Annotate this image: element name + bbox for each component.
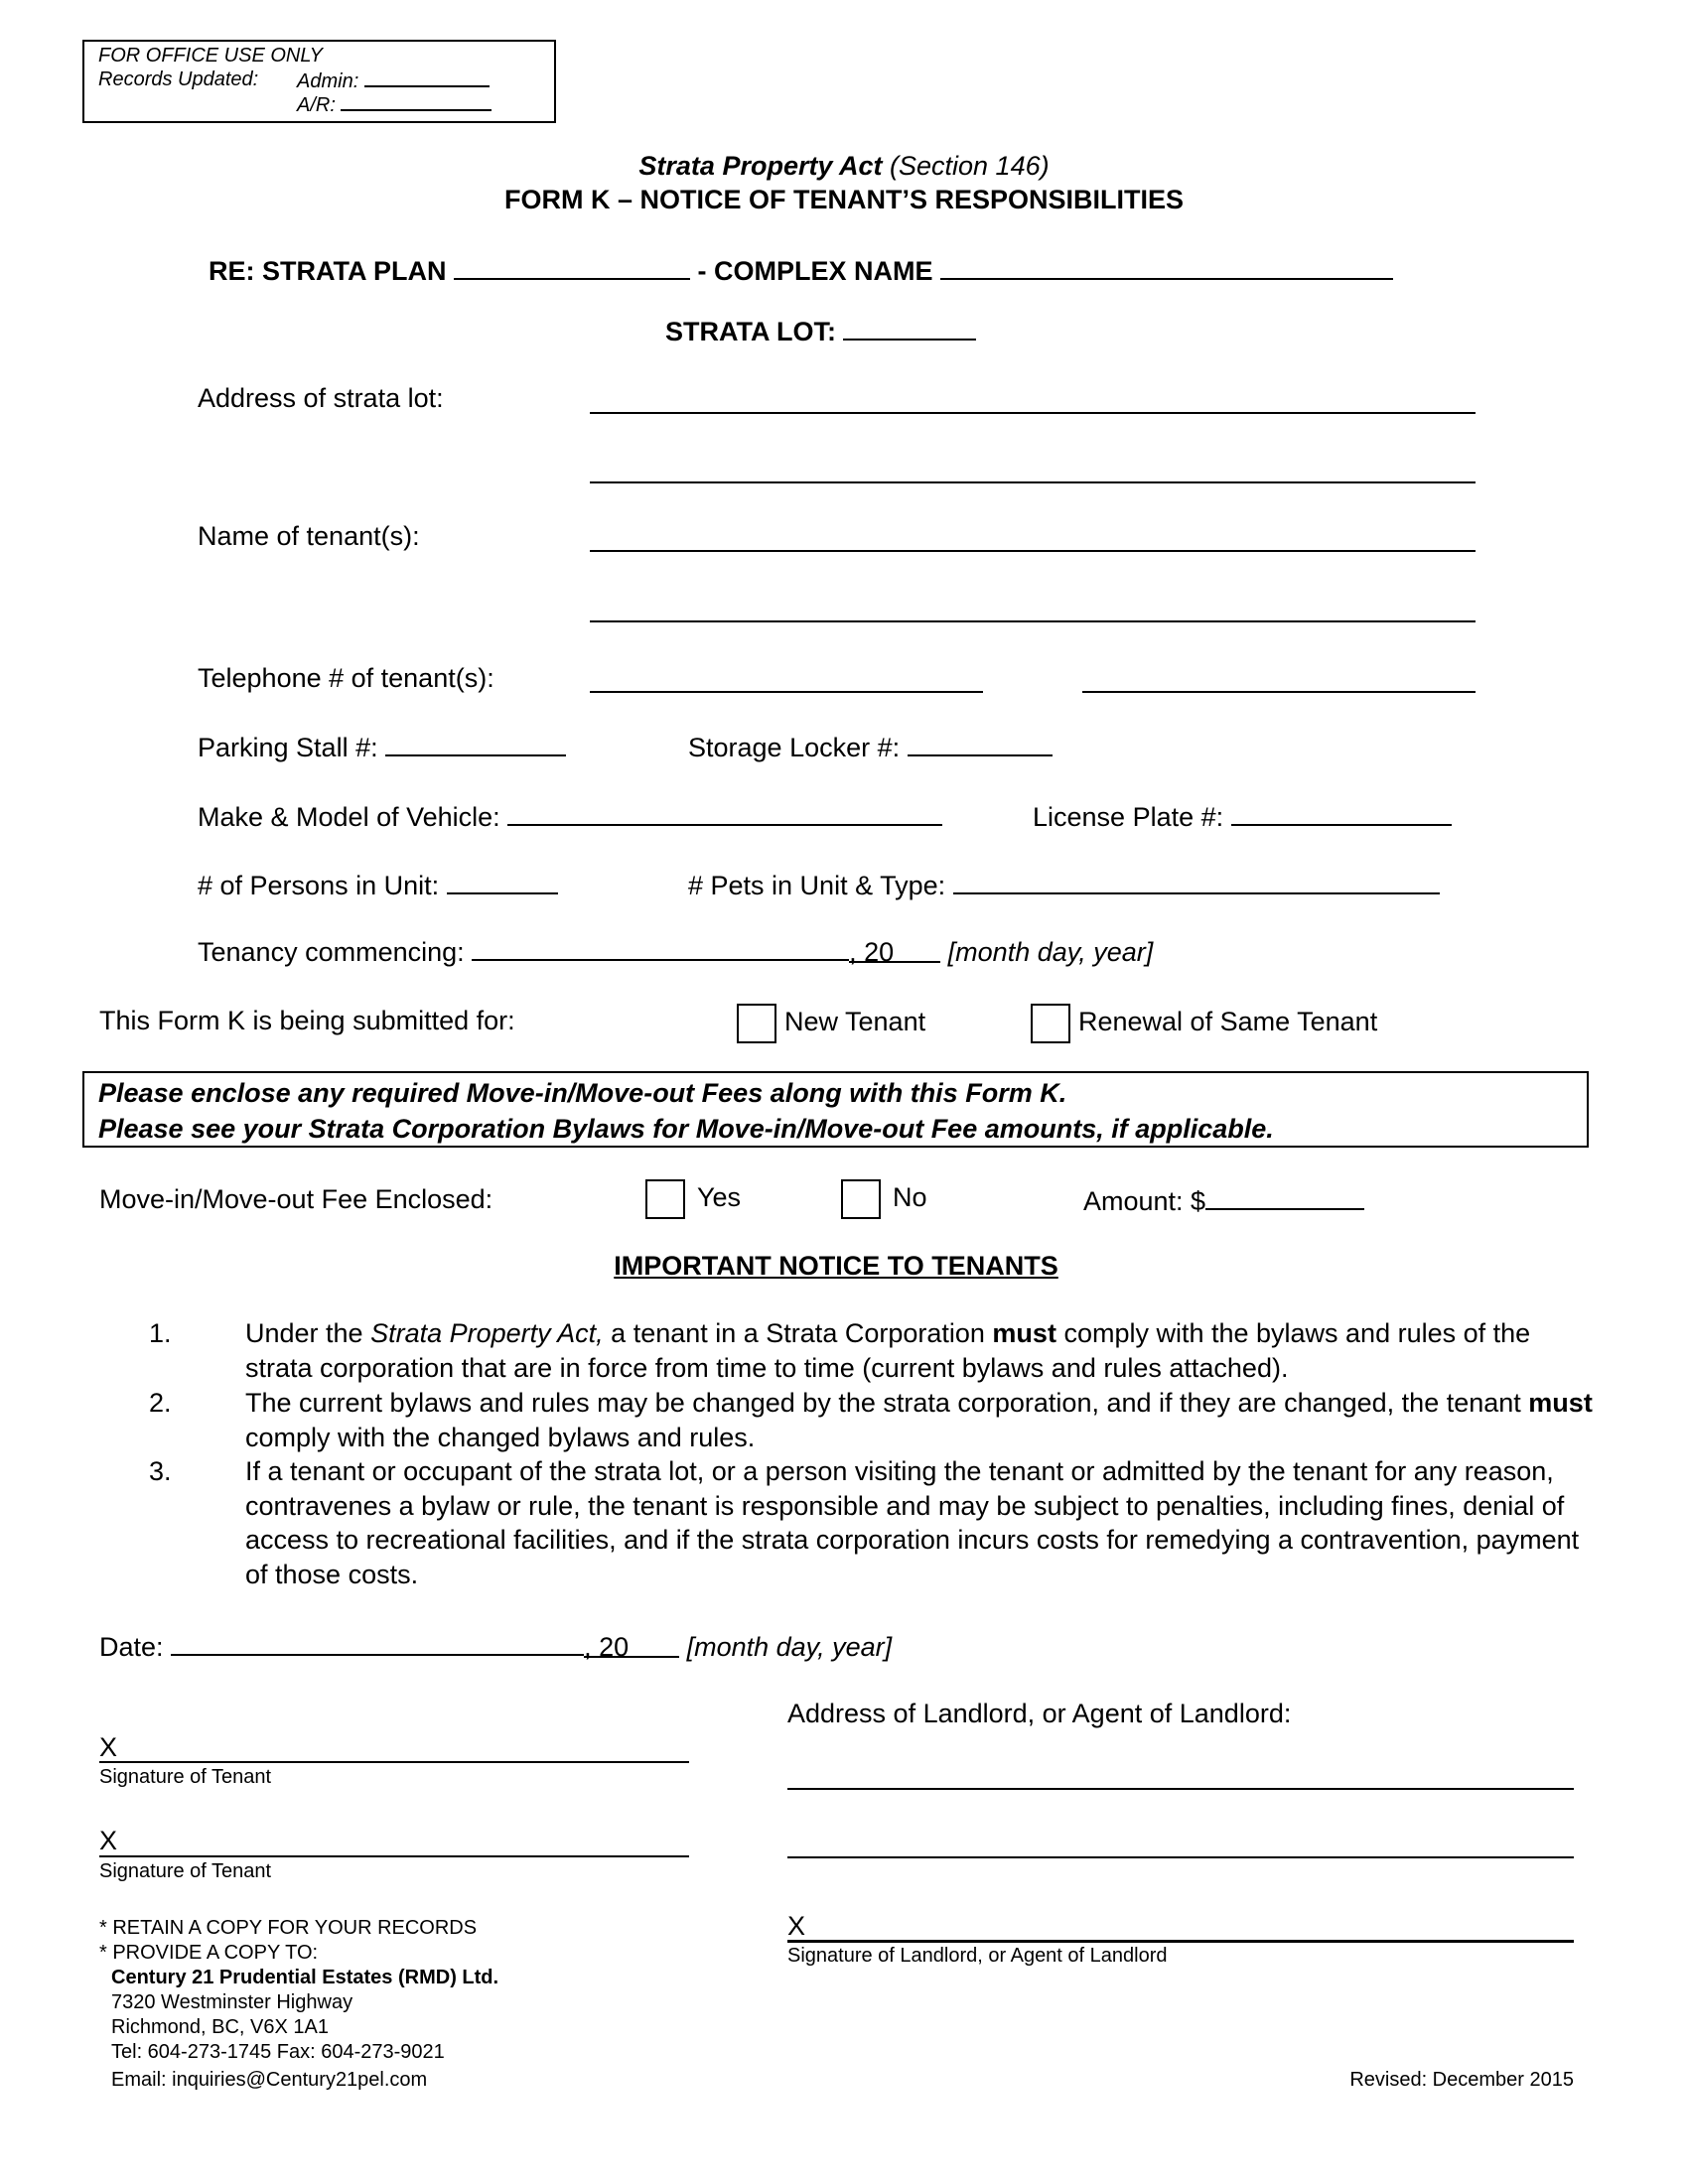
strata-lot-field[interactable] — [843, 313, 976, 341]
fee-yes-checkbox[interactable] — [645, 1179, 685, 1219]
strata-lot-label: STRATA LOT: — [665, 317, 836, 346]
new-tenant-label: New Tenant — [784, 1007, 926, 1036]
ar-field[interactable] — [341, 91, 492, 111]
tenant-signature-caption: Signature of Tenant — [99, 1766, 272, 1788]
list-item: The current bylaws and rules may be changed by the strata corporation, and if they are changed, the tenant must comply with the changed bylaws and rules. — [245, 1388, 1593, 1452]
date-year-field[interactable] — [584, 1630, 679, 1662]
date-hint: [month day, year] — [947, 937, 1154, 967]
plate-field[interactable] — [1231, 798, 1452, 826]
date-label: Date: — [99, 1632, 164, 1662]
notice-heading: IMPORTANT NOTICE TO TENANTS — [614, 1251, 1058, 1281]
company-street: 7320 Westminster Highway — [111, 1991, 353, 2013]
company-phone: Tel: 604-273-1745 Fax: 604-273-9021 — [111, 2041, 445, 2063]
act-section: (Section 146) — [890, 151, 1050, 181]
fee-enclosed-label: Move-in/Move-out Fee Enclosed: — [99, 1184, 493, 1214]
company-email: Email: inquiries@Century21pel.com — [111, 2069, 428, 2091]
year-prefix: , 20 — [849, 937, 895, 967]
fees-notice-box — [82, 1071, 1589, 1148]
landlord-signature-field[interactable] — [787, 1940, 1574, 1943]
landlord-sign-x: X — [787, 1911, 806, 1941]
ar-label: A/R: — [297, 94, 336, 116]
list-item: If a tenant or occupant of the strata lot, or a person visiting the tenant or admitted by the tenant for any reason, contravenes a bylaw or rule, the tenant is responsible and may be subject to penalties, including fines, denial of access to recreational facilities, and if the strata corporation incurs costs for remedying a contravention, payment of those costs. — [245, 1456, 1580, 1590]
pets-label: # Pets in Unit & Type: — [688, 871, 946, 900]
tenant-signature-caption: Signature of Tenant — [99, 1860, 272, 1882]
tenant-sign-x: X — [99, 1826, 118, 1855]
storage-field[interactable] — [908, 729, 1053, 756]
new-tenant-checkbox[interactable] — [737, 1004, 776, 1043]
page-title: FORM K – NOTICE OF TENANT’S RESPONSIBILITIES — [503, 185, 1185, 214]
complex-name-field[interactable] — [940, 252, 1393, 280]
plate-label: License Plate #: — [1033, 802, 1224, 832]
vehicle-field[interactable] — [507, 798, 942, 826]
year-prefix: , 20 — [584, 1632, 630, 1662]
telephone-field-1[interactable] — [590, 691, 983, 693]
address-field-2[interactable] — [590, 481, 1476, 483]
tenancy-label: Tenancy commencing: — [198, 937, 465, 967]
landlord-address-field-2[interactable] — [787, 1856, 1574, 1858]
provide-copy-note: * PROVIDE A COPY TO: — [99, 1942, 319, 1964]
landlord-address-label: Address of Landlord, or Agent of Landlord: — [787, 1699, 1292, 1728]
company-city: Richmond, BC, V6X 1A1 — [111, 2016, 329, 2038]
parking-field[interactable] — [385, 729, 566, 756]
list-number: 1. — [149, 1318, 172, 1348]
tenancy-date-field[interactable] — [472, 933, 849, 961]
address-field-1[interactable] — [590, 412, 1476, 414]
telephone-field-2[interactable] — [1082, 691, 1476, 693]
landlord-signature-caption: Signature of Landlord, or Agent of Landlord — [787, 1945, 1168, 1967]
persons-label: # of Persons in Unit: — [198, 871, 440, 900]
renewal-option[interactable] — [1031, 1001, 1377, 1043]
amount-label: Amount: $ — [1083, 1186, 1206, 1216]
office-title: FOR OFFICE USE ONLY — [98, 45, 323, 67]
tenant-signature-field-2[interactable] — [99, 1855, 689, 1857]
act-heading — [0, 149, 1688, 183]
revised-date: Revised: December 2015 — [1349, 2069, 1574, 2091]
strata-plan-field[interactable] — [454, 252, 690, 280]
tenancy-year-field[interactable] — [849, 935, 940, 967]
list-number: 3. — [149, 1456, 172, 1486]
submitted-label: This Form K is being submitted for: — [99, 1006, 515, 1035]
fee-no-option[interactable] — [841, 1176, 927, 1219]
tenant-signature-field-1[interactable] — [99, 1761, 689, 1763]
tenant-name-label: Name of tenant(s): — [198, 521, 420, 551]
tenant-sign-x: X — [99, 1732, 118, 1762]
re-row — [209, 252, 1393, 288]
address-label: Address of strata lot: — [198, 383, 444, 413]
pets-field[interactable] — [953, 867, 1440, 894]
office-use-box — [82, 40, 556, 123]
telephone-label: Telephone # of tenant(s): — [198, 663, 494, 693]
admin-field[interactable] — [364, 68, 490, 87]
company-name: Century 21 Prudential Estates (RMD) Ltd. — [111, 1967, 499, 1988]
tenant-name-field-2[interactable] — [590, 620, 1476, 622]
storage-label: Storage Locker #: — [688, 733, 901, 762]
renewal-label: Renewal of Same Tenant — [1078, 1007, 1378, 1036]
act-name: Strata Property Act — [638, 151, 883, 181]
list-number: 2. — [149, 1388, 172, 1418]
landlord-address-field-1[interactable] — [787, 1788, 1574, 1790]
fees-notice-line: Please enclose any required Move-in/Move-out Fees along with this Form K. — [98, 1078, 1067, 1108]
date-hint: [month day, year] — [686, 1632, 893, 1662]
records-updated-label: Records Updated: — [98, 68, 259, 90]
fee-yes-option[interactable] — [645, 1176, 741, 1219]
fee-no-checkbox[interactable] — [841, 1179, 881, 1219]
fee-no-label: No — [893, 1182, 927, 1212]
vehicle-label: Make & Model of Vehicle: — [198, 802, 500, 832]
tenant-name-field-1[interactable] — [590, 550, 1476, 552]
fee-yes-label: Yes — [697, 1182, 742, 1212]
retain-copy-note: * RETAIN A COPY FOR YOUR RECORDS — [99, 1917, 478, 1939]
persons-field[interactable] — [447, 867, 558, 894]
strata-plan-label: RE: STRATA PLAN — [209, 256, 447, 286]
admin-label: Admin: — [297, 70, 359, 92]
date-field[interactable] — [171, 1628, 584, 1656]
amount-field[interactable] — [1205, 1182, 1364, 1210]
fees-notice-line: Please see your Strata Corporation Bylaws for Move-in/Move-out Fee amounts, if applicable. — [98, 1114, 1274, 1144]
complex-name-label: - COMPLEX NAME — [697, 256, 933, 286]
renewal-checkbox[interactable] — [1031, 1004, 1070, 1043]
new-tenant-option[interactable] — [737, 1001, 925, 1043]
list-item: Under the Strata Property Act, a tenant in a Strata Corporation must comply with the bylaws and rules of the strata corporation that are in force from time to time (current bylaws and rules attached). — [245, 1318, 1531, 1383]
parking-label: Parking Stall #: — [198, 733, 378, 762]
